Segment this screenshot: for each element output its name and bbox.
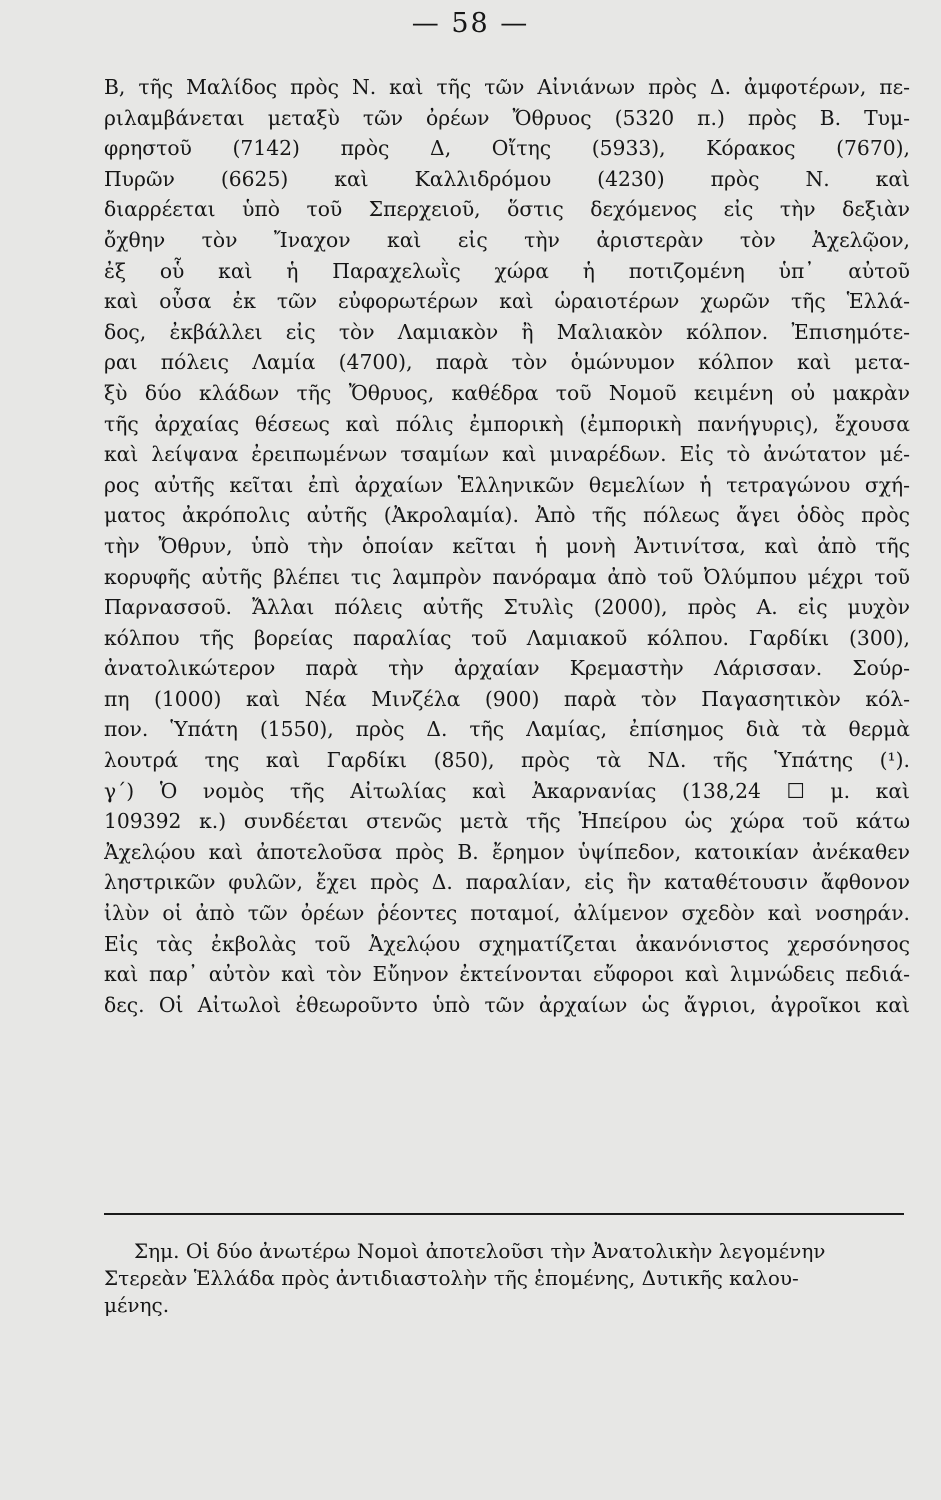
text-line: ματος ἀκρόπολις αὐτῆς (Ἀκρολαμία). Ἀπὸ τῆς πόλεως ἄγει ὁδὸς πρὸς [104,503,910,528]
text-line: Ἀχελῴου καὶ ἀποτελοῦσα πρὸς Β. ἔρημον ὑψίπεδον, κατοικίαν ἀνέκαθεν [104,839,910,864]
text-line: πη (1000) καὶ Νέα Μινζέλα (900) παρὰ τὸν Παγασητικὸν κόλ- [104,686,910,711]
main-text [104,72,910,1020]
text-line: ξὺ δύο κλάδων τῆς Ὄθρυος, καθέδρα τοῦ Νομοῦ κειμένη οὐ μακρὰν [104,380,910,405]
text-line: καὶ παρ᾽ αὐτὸν καὶ τὸν Εὔηνον ἐκτείνονται εὔφοροι καὶ λιμνώδεις πεδιά- [104,962,910,987]
text-line: ἰλὺν οἱ ἀπὸ τῶν ὀρέων ῥέοντες ποταμοί, ἀλίμενον σχεδὸν καὶ νοσηράν. [104,901,910,926]
section-heading-line: γ΄) Ὁ νομὸς τῆς Αἰτωλίας καὶ Ἀκαρνανίας (138,24 ☐ μ. καὶ [104,778,910,803]
text-line: κόλπου τῆς βορείας παραλίας τοῦ Λαμιακοῦ κόλπου. Γαρδίκι (300), [104,625,910,650]
text-line: Παρνασσοῦ. Ἄλλαι πόλεις αὐτῆς Στυλὶς (2000), πρὸς Α. εἰς μυχὸν [104,595,910,620]
footnote-divider [104,1213,904,1215]
text-line: πον. Ὑπάτη (1550), πρὸς Δ. τῆς Λαμίας, ἐπίσημος διὰ τὰ θερμὰ [104,717,910,742]
text-line: ὄχθην τὸν Ἴναχον καὶ εἰς τὴν ἀριστερὰν τὸν Ἀχελῷον, [104,227,910,252]
text-line: ἐξ οὗ καὶ ἡ Παραχελωῒς χώρα ἡ ποτιζομένη ὑπ᾽ αὐτοῦ [104,258,910,283]
text-line: κορυφῆς αὐτῆς βλέπει τις λαμπρὸν πανόραμα ἀπὸ τοῦ Ὀλύμπου μέχρι τοῦ [104,564,910,589]
text-line: Πυρῶν (6625) καὶ Καλλιδρόμου (4230) πρὸς Ν. καὶ [104,166,910,191]
footnote-line: Σημ. Οἱ δύο ἀνωτέρω Νομοὶ ἀποτελοῦσι τὴν Ἀνατολικὴν λεγομένην [134,1239,826,1263]
text-line: Εἰς τὰς ἐκβολὰς τοῦ Ἀχελῴου σχηματίζεται ἀκανόνιστος χερσόνησος [104,931,910,956]
text-line: φρηστοῦ (7142) πρὸς Δ, Οἴτης (5933), Κόρακος (7670), [104,136,910,161]
footnote [104,1238,904,1319]
text-line: διαρρέεται ὑπὸ τοῦ Σπερχειοῦ, ὅστις δεχόμενος εἰς τὴν δεξιὰν [104,197,910,222]
text-line: ἀνατολικώτερον παρὰ τὴν ἀρχαίαν Κρεμαστὴν Λάρισσαν. Σούρ- [104,656,910,681]
text-line: ληστρικῶν φυλῶν, ἔχει πρὸς Δ. παραλίαν, εἰς ἣν καταθέτουσιν ἄφθονον [104,870,910,895]
text-line: 109392 κ.) συνδέεται στενῶς μετὰ τῆς Ἠπείρου ὡς χώρα τοῦ κάτω [104,809,910,834]
text-line: τῆς ἀρχαίας θέσεως καὶ πόλις ἐμπορικὴ (ἐμπορικὴ πανήγυρις), ἔχουσα [104,411,910,436]
page-number: — 58 — [411,8,530,39]
text-line: ριλαμβάνεται μεταξὺ τῶν ὀρέων Ὄθρυος (5320 π.) πρὸς Β. Τυμ- [104,105,910,130]
text-line: καὶ λείψανα ἐρειπωμένων τσαμίων καὶ μιναρέδων. Εἰς τὸ ἀνώτατον μέ- [104,442,910,467]
text-line: Β, τῆς Μαλίδος πρὸς Ν. καὶ τῆς τῶν Αἰνιάνων πρὸς Δ. ἀμφοτέρων, πε- [104,75,910,99]
footnote-line: Στερεὰν Ἑλλάδα πρὸς ἀντιδιαστολὴν τῆς ἑπομένης, Δυτικῆς καλου- [104,1266,799,1290]
text-line: δες. Οἱ Αἰτωλοὶ ἐθεωροῦντο ὑπὸ τῶν ἀρχαίων ὡς ἄγριοι, ἀγροῖκοι καὶ [104,992,910,1017]
text-line: τὴν Ὄθρυν, ὑπὸ τὴν ὁποίαν κεῖται ἡ μονὴ Ἀντινίτσα, καὶ ἀπὸ τῆς [104,533,910,558]
text-line: ραι πόλεις Λαμία (4700), παρὰ τὸν ὁμώνυμον κόλπον καὶ μετα- [104,350,910,375]
text-line: λουτρά της καὶ Γαρδίκι (850), πρὸς τὰ ΝΔ. τῆς Ὑπάτης (¹). [104,748,910,773]
footnote-line: μένης. [104,1293,170,1317]
text-line: δος, ἐκβάλλει εἰς τὸν Λαμιακὸν ἢ Μαλιακὸν κόλπον. Ἐπισημότε- [104,319,910,344]
text-line: καὶ οὖσα ἐκ τῶν εὐφορωτέρων καὶ ὡραιοτέρων χωρῶν τῆς Ἑλλά- [104,289,910,314]
text-line: ρος αὐτῆς κεῖται ἐπὶ ἀρχαίων Ἑλληνικῶν θεμελίων ἡ τετραγώνου σχή- [104,472,910,497]
